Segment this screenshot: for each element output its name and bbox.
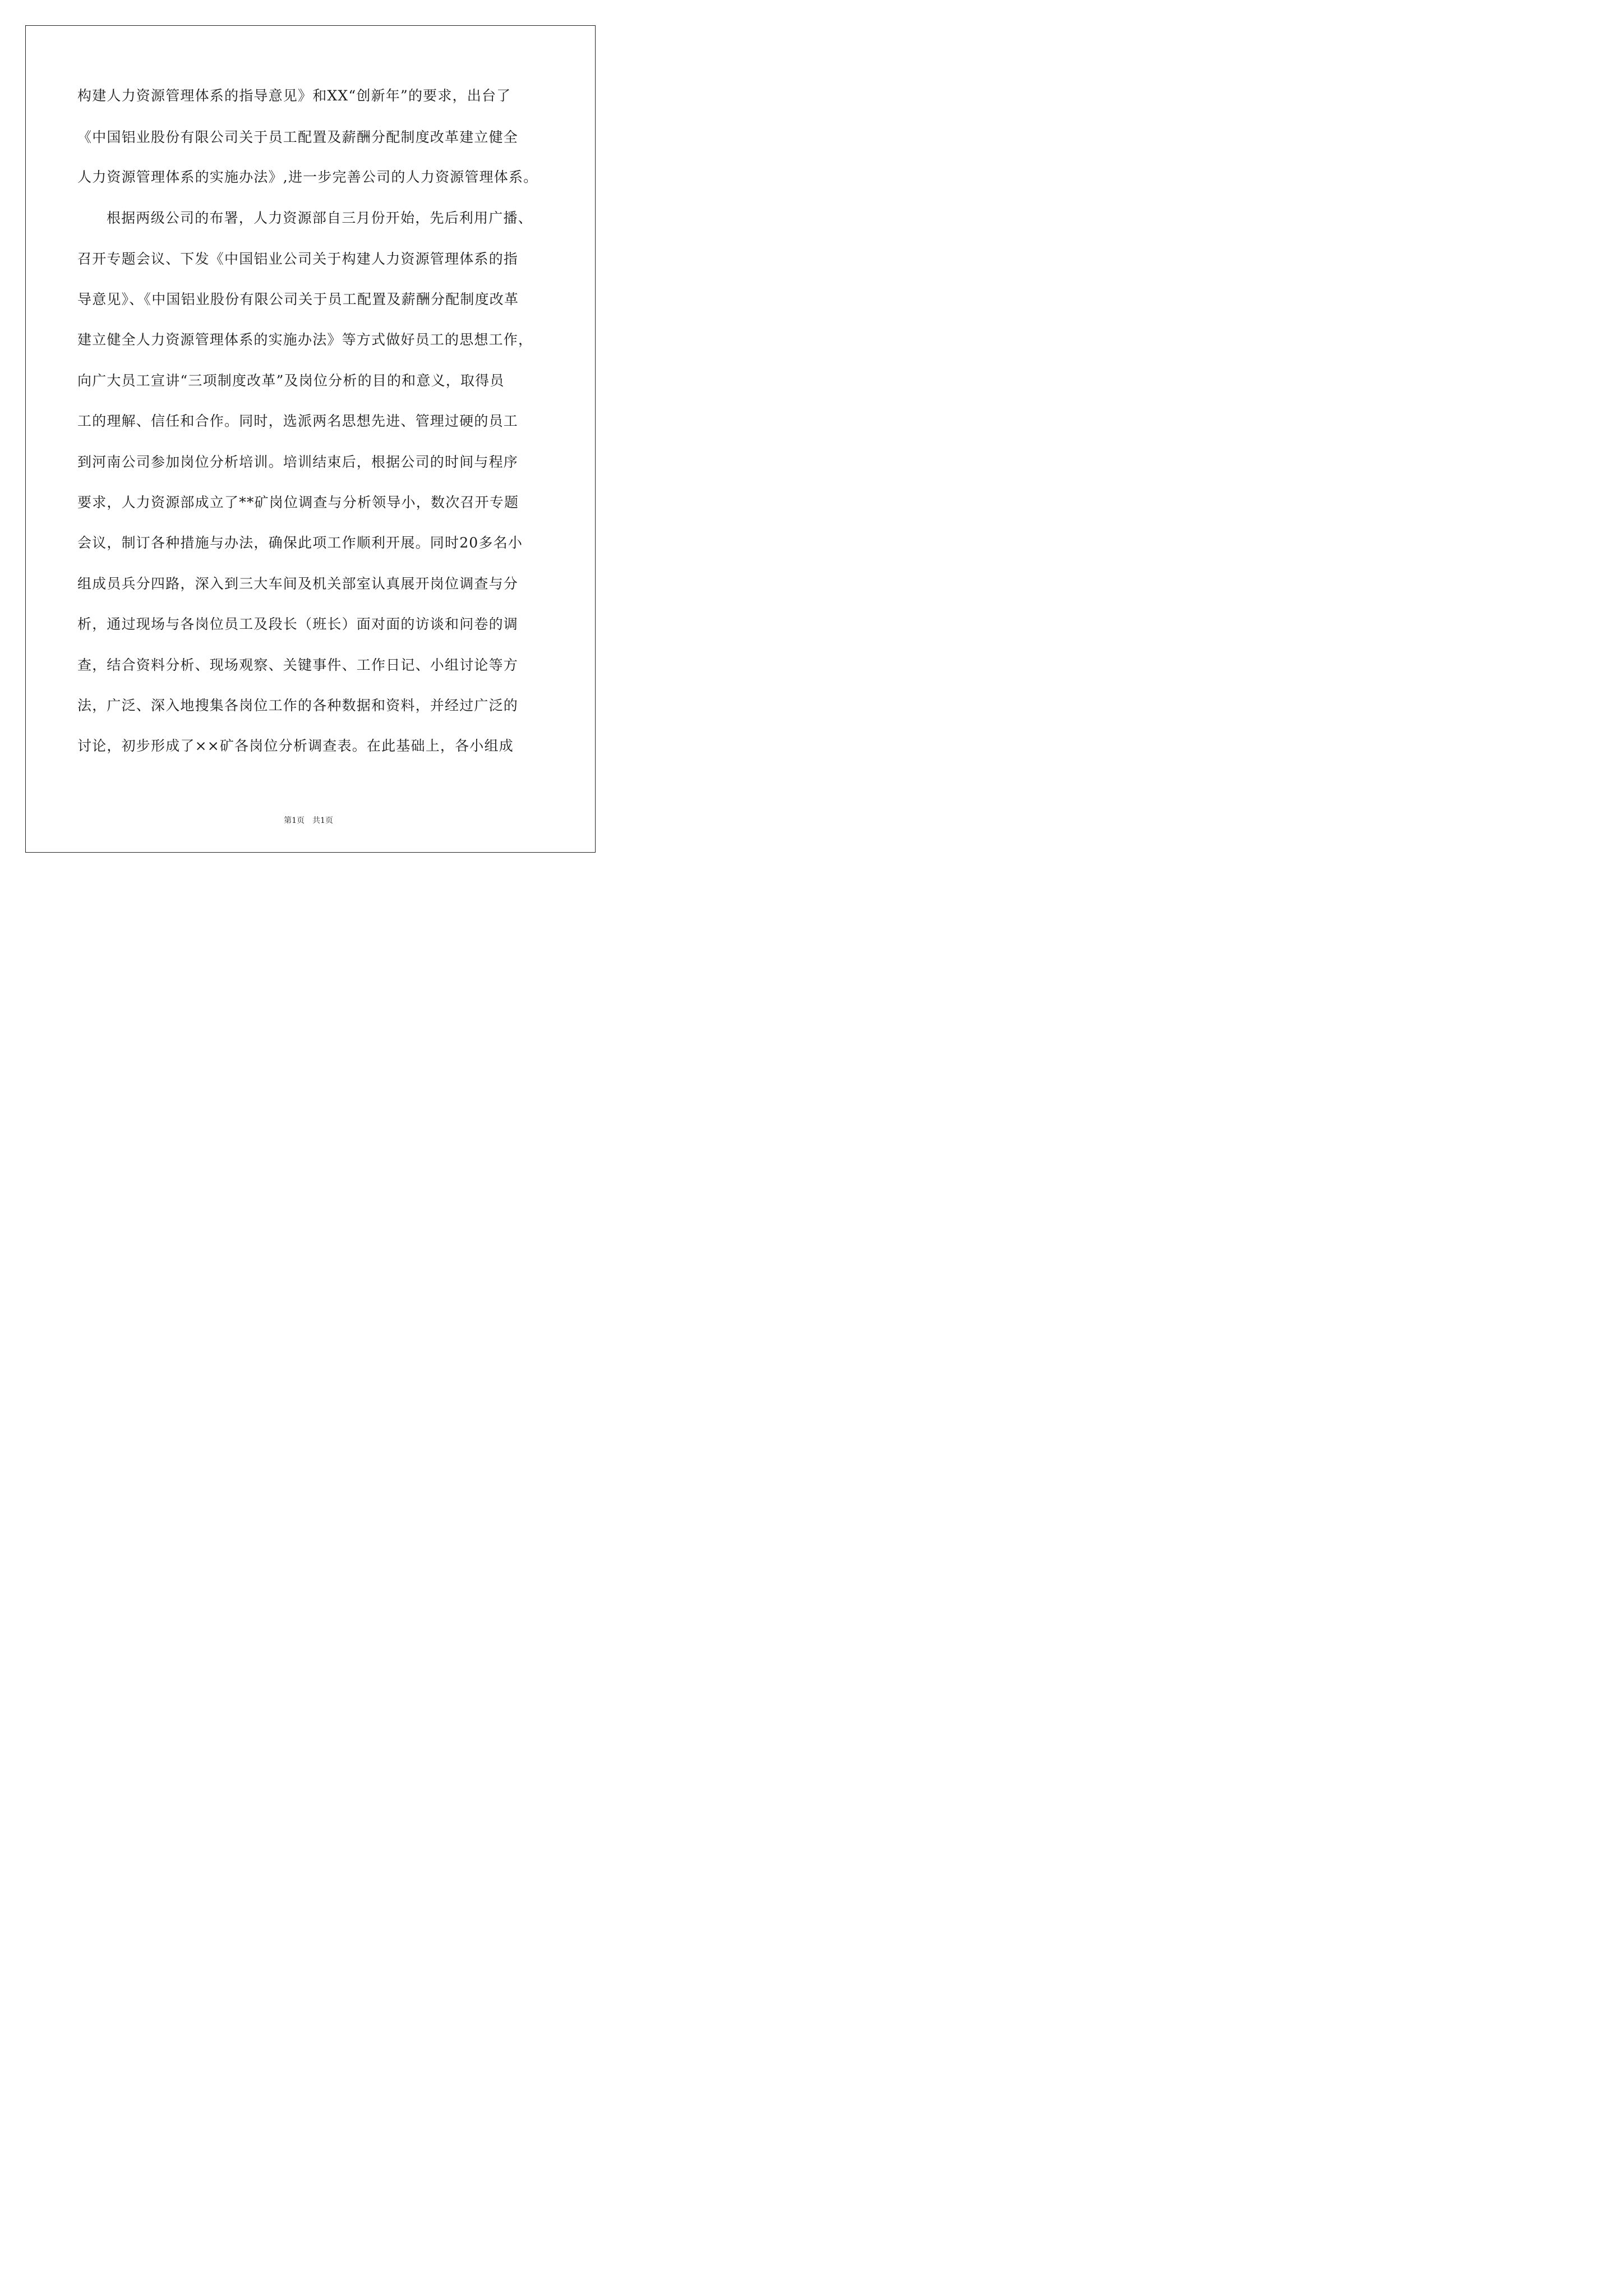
paragraph-line: 组成员兵分四路，深入到三大车间及机关部室认真展开岗位调查与分 xyxy=(77,576,519,592)
paragraph-line: 查，结合资料分析、现场观察、关键事件、工作日记、小组讨论等方 xyxy=(77,657,519,673)
paragraph-line: 建立健全人力资源管理体系的实施办法》等方式做好员工的思想工作， xyxy=(77,332,533,348)
paragraph-line: 会议，制订各种措施与办法，确保此项工作顺利开展。同时20多名小 xyxy=(77,535,523,551)
paragraph-line: 析，通过现场与各岗位员工及段长（班长）面对面的访谈和问卷的调 xyxy=(77,616,519,632)
paragraph-line: 《中国铝业股份有限公司关于员工配置及薪酬分配制度改革建立健全 xyxy=(77,129,519,145)
paragraph-line: 根据两级公司的布署，人力资源部自三月份开始，先后利用广播、 xyxy=(107,210,533,226)
paragraph-line: 要求，人力资源部成立了**矿岗位调查与分析领导小，数次召开专题 xyxy=(77,494,519,510)
paragraph-line: 召开专题会议、下发《中国铝业公司关于构建人力资源管理体系的指 xyxy=(77,251,519,267)
paragraph-line: 构建人力资源管理体系的指导意见》和XX“创新年”的要求，出台了 xyxy=(77,88,511,104)
paragraph-line: 导意见》、《中国铝业股份有限公司关于员工配置及薪酬分配制度改革 xyxy=(77,291,519,307)
paragraph-line: 工的理解、信任和合作。同时，选派两名思想先进、管理过硬的员工 xyxy=(77,413,519,429)
page-footer xyxy=(0,816,617,826)
page-total: 共1页 xyxy=(312,816,333,825)
paragraph-line: 向广大员工宣讲“三项制度改革”及岗位分析的目的和意义，取得员 xyxy=(77,372,505,389)
paragraph-line: 法，广泛、深入地搜集各岗位工作的各种数据和资料，并经过广泛的 xyxy=(77,697,519,714)
page-border xyxy=(25,25,596,853)
paragraph-line: 到河南公司参加岗位分析培训。培训结束后，根据公司的时间与程序 xyxy=(77,454,519,470)
paragraph-line: 人力资源管理体系的实施办法》,进一步完善公司的人力资源管理体系。 xyxy=(77,169,538,185)
paragraph-line: 讨论，初步形成了××矿各岗位分析调查表。在此基础上，各小组成 xyxy=(77,738,514,754)
page-number: 第1页 xyxy=(284,816,305,825)
